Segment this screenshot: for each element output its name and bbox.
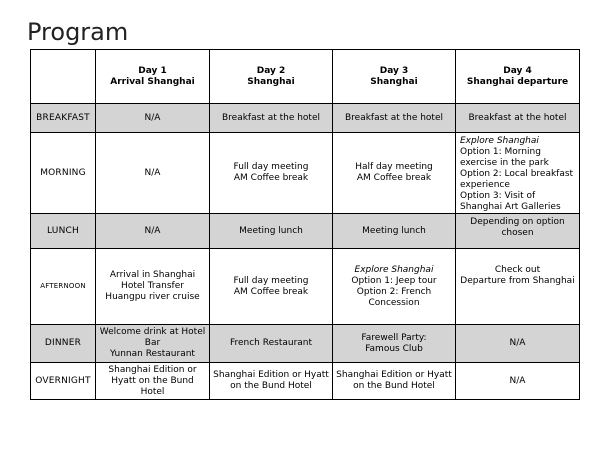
day-label: Day 3 <box>379 65 409 76</box>
cell-text: Breakfast at the hotel <box>221 112 320 123</box>
cell-text: AM Coffee break <box>356 173 432 183</box>
day-label: Day 2 <box>256 65 286 76</box>
cell-text: Huangpu river cruise <box>105 292 200 302</box>
cell-text: Shanghai Edition or Hyatt on the Bund Hotel <box>108 364 197 397</box>
table-row-afternoon <box>31 249 580 325</box>
cell-text: Full day meeting <box>233 162 309 172</box>
cell-text: Meeting lunch <box>362 225 426 236</box>
table-cell <box>96 363 210 400</box>
day-label: Day 1 <box>138 65 167 76</box>
cell-text: Half day meeting <box>355 162 433 172</box>
cell-text: Meeting lunch <box>239 225 303 236</box>
header-day-1 <box>96 50 210 104</box>
cell-text: Welcome drink at Hotel Bar <box>99 327 206 348</box>
header-day-2 <box>210 50 333 104</box>
cell-text: Departure from Shanghai <box>460 276 575 286</box>
cell-text: Breakfast at the hotel <box>344 112 443 123</box>
page-title: Program <box>27 18 129 46</box>
row-label: BREAKFAST <box>31 104 96 133</box>
table-cell <box>210 133 333 214</box>
table-row-dinner <box>31 325 580 363</box>
table-cell <box>333 214 456 249</box>
cell-text: AM Coffee break <box>233 173 309 183</box>
cell-text: Shanghai Edition or Hyatt on the Bund Hotel <box>336 370 452 391</box>
table-row-overnight <box>31 363 580 400</box>
table-cell <box>333 104 456 133</box>
cell-text: Depending on option chosen <box>470 217 565 238</box>
day-place: Shanghai departure <box>466 76 569 87</box>
cell-text: Yunnan Restaurant <box>110 349 195 359</box>
cell-text: Option 1: Morning exercise in the park <box>460 147 549 168</box>
cell-text: Arrival in Shanghai <box>109 270 196 280</box>
table-cell <box>210 214 333 249</box>
day-label: Day 4 <box>503 65 532 76</box>
table-cell <box>333 363 456 400</box>
table-row-morning <box>31 133 580 214</box>
table-cell <box>96 325 210 363</box>
table-cell <box>210 363 333 400</box>
row-label: LUNCH <box>31 214 96 249</box>
header-corner-cell <box>31 50 96 104</box>
cell-text: Explore Shanghai <box>460 136 539 146</box>
row-label: AFTERNOON <box>31 249 96 325</box>
table-cell <box>96 133 210 214</box>
day-place: Shanghai <box>247 76 295 87</box>
row-label: OVERNIGHT <box>31 363 96 400</box>
table-cell <box>456 133 580 214</box>
table-cell <box>210 325 333 363</box>
cell-text: N/A <box>144 167 161 178</box>
cell-text: N/A <box>144 112 161 123</box>
cell-text: Full day meeting <box>233 275 309 286</box>
table-cell <box>333 325 456 363</box>
row-label: MORNING <box>31 133 96 214</box>
program-table <box>30 49 580 400</box>
cell-text: Check out <box>494 265 541 275</box>
header-row <box>31 50 580 104</box>
table-row-lunch <box>31 214 580 249</box>
cell-text: N/A <box>144 225 161 236</box>
table-cell <box>456 363 580 400</box>
cell-text: Shanghai Edition or Hyatt on the Bund Hotel <box>213 370 329 391</box>
cell-text: N/A <box>509 338 526 348</box>
table-cell <box>210 249 333 325</box>
cell-text: AM Coffee break <box>233 286 309 297</box>
header-day-3 <box>333 50 456 104</box>
cell-text: Explore Shanghai <box>354 264 434 275</box>
cell-text: Option 2: Local breakfast experience <box>460 169 574 190</box>
cell-text: Option 2: French Concession <box>356 286 432 308</box>
table-cell <box>456 214 580 249</box>
header-day-4 <box>456 50 580 104</box>
table-cell <box>333 249 456 325</box>
table-cell <box>210 104 333 133</box>
table-row-breakfast <box>31 104 580 133</box>
row-label: DINNER <box>31 325 96 363</box>
cell-text: Farewell Party: <box>361 332 427 343</box>
table-cell <box>456 249 580 325</box>
cell-text: N/A <box>509 375 526 386</box>
cell-text: French Restaurant <box>229 338 313 348</box>
table-cell <box>333 133 456 214</box>
cell-text: Breakfast at the hotel <box>468 112 567 123</box>
table-cell <box>456 104 580 133</box>
table-cell <box>96 104 210 133</box>
table-cell <box>96 249 210 325</box>
day-place: Arrival Shanghai <box>110 76 195 87</box>
table-cell <box>456 325 580 363</box>
day-place: Shanghai <box>370 76 418 87</box>
table-cell <box>96 214 210 249</box>
cell-text: Hotel Transfer <box>121 281 184 291</box>
cell-text: Option 1: Jeep tour <box>351 275 437 286</box>
cell-text: Famous Club <box>365 343 423 354</box>
cell-text: Option 3: Visit of Shanghai Art Galleries <box>460 191 561 212</box>
